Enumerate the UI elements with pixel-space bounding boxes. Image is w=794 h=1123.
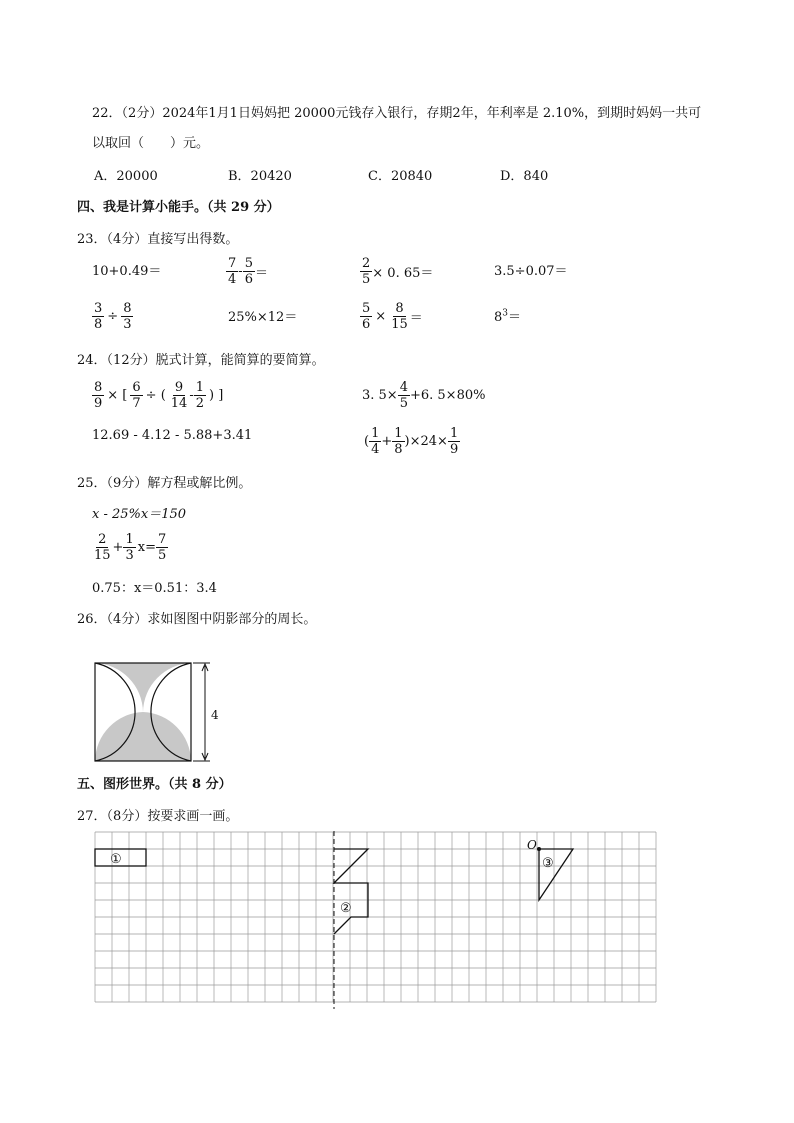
- fraction: $\frac{4}{5}$: [399, 380, 408, 411]
- q23-e1: 10+0.49＝: [92, 264, 162, 279]
- shape-1-label: ①: [110, 852, 122, 867]
- q25-e1: x - 25%x＝150: [92, 507, 187, 522]
- fraction: $\frac{8}{3}$: [123, 301, 132, 332]
- fraction: $\frac{7}{4}$: [228, 256, 237, 287]
- point-o: [537, 847, 541, 851]
- fraction: $\frac{2}{5}$: [362, 256, 371, 287]
- q23-title: 23．（4分）直接写出得数。: [77, 232, 239, 247]
- fraction: $\frac{1}{8}$: [394, 426, 403, 457]
- q25-e2: $\frac{2}{15}$ + $\frac{1}{3}$ x= $\frac{7}{5}$: [94, 532, 167, 563]
- q23-e5: $\frac{3}{8}$ ÷ $\frac{8}{3}$: [94, 301, 132, 332]
- q24-e3: 12.69 - 4.12 - 5.88+3.41: [92, 428, 253, 443]
- q27-title: 27．（8分）按要求画一画。: [77, 809, 239, 824]
- fraction: $\frac{8}{15}$: [391, 301, 408, 332]
- q27-grid-figure: [90, 828, 665, 1014]
- section5-title: 五、图形世界。（共 8 分）: [77, 777, 232, 792]
- q22-option-b: B．20420: [228, 169, 292, 184]
- q25-title: 25．（9分）解方程或解比例。: [77, 476, 252, 491]
- fraction: $\frac{1}{4}$: [371, 426, 380, 457]
- q22-line2: 以取回（ ）元。: [92, 136, 210, 151]
- shape-3-label: ③: [542, 856, 554, 871]
- shape-2-outline: [334, 849, 368, 934]
- q24-e2: 3. 5× $\frac{4}{5}$ +6. 5×80%: [362, 380, 486, 411]
- fraction: $\frac{5}{6}$: [362, 301, 371, 332]
- q23-e7: $\frac{5}{6}$ × $\frac{8}{15}$ ＝: [362, 301, 423, 332]
- q26-dimension-label: 4: [211, 708, 219, 722]
- fraction: $\frac{3}{8}$: [94, 301, 103, 332]
- fraction: $\frac{9}{14}$: [170, 380, 188, 411]
- grid: [95, 832, 656, 1002]
- q23-e3: $\frac{2}{5}$ × 0. 65＝: [362, 256, 434, 287]
- q22-option-c: C．20840: [368, 169, 433, 184]
- q24-e4: ( $\frac{1}{4}$ + $\frac{1}{8}$ )×24× $\frac{1}{9}$: [364, 426, 459, 457]
- fraction: $\frac{8}{9}$: [94, 380, 103, 411]
- q23-e6: 25%×12＝: [228, 310, 298, 325]
- q24-title: 24．（12分）脱式计算，能简算的要简算。: [77, 353, 325, 368]
- q24-e1: $\frac{8}{9}$ × [ $\frac{6}{7}$ ÷ ( $\frac{9}{14}$ - $\frac{1}{2}$ ) ]: [94, 380, 224, 411]
- q23-e4: 3.5÷0.07＝: [494, 264, 568, 279]
- fraction: $\frac{6}{7}$: [132, 380, 141, 411]
- q22-line1: 22．（2分）2024年1月1日妈妈把 20000元钱存入银行，存期2年，年利率是 2.10%，到期时妈妈一共可: [92, 106, 702, 121]
- q23-e8: $8^3=$: [494, 308, 522, 325]
- shape-2-label: ②: [340, 901, 352, 916]
- fraction: $\frac{1}{2}$: [195, 380, 205, 411]
- q23-e2: $\frac{7}{4}$ - $\frac{5}{6}$ ＝: [228, 256, 268, 287]
- fraction: $\frac{5}{6}$: [244, 256, 253, 287]
- q25-e3: 0.75：x＝0.51：3.4: [92, 581, 217, 596]
- q26-figure: [90, 660, 220, 770]
- fraction: $\frac{2}{15}$: [94, 532, 111, 563]
- shaded-region: [95, 663, 191, 761]
- q22-option-a: A．20000: [94, 169, 158, 184]
- section4-title: 四、我是计算小能手。（共 29 分）: [77, 200, 280, 215]
- q26-title: 26．（4分）求如图图中阴影部分的周长。: [77, 612, 317, 627]
- point-o-label: O: [527, 838, 537, 852]
- fraction: $\frac{1}{3}$: [125, 532, 134, 563]
- fraction: $\frac{1}{9}$: [449, 426, 459, 457]
- q22-option-d: D．840: [500, 169, 549, 184]
- fraction: $\frac{7}{5}$: [157, 532, 167, 563]
